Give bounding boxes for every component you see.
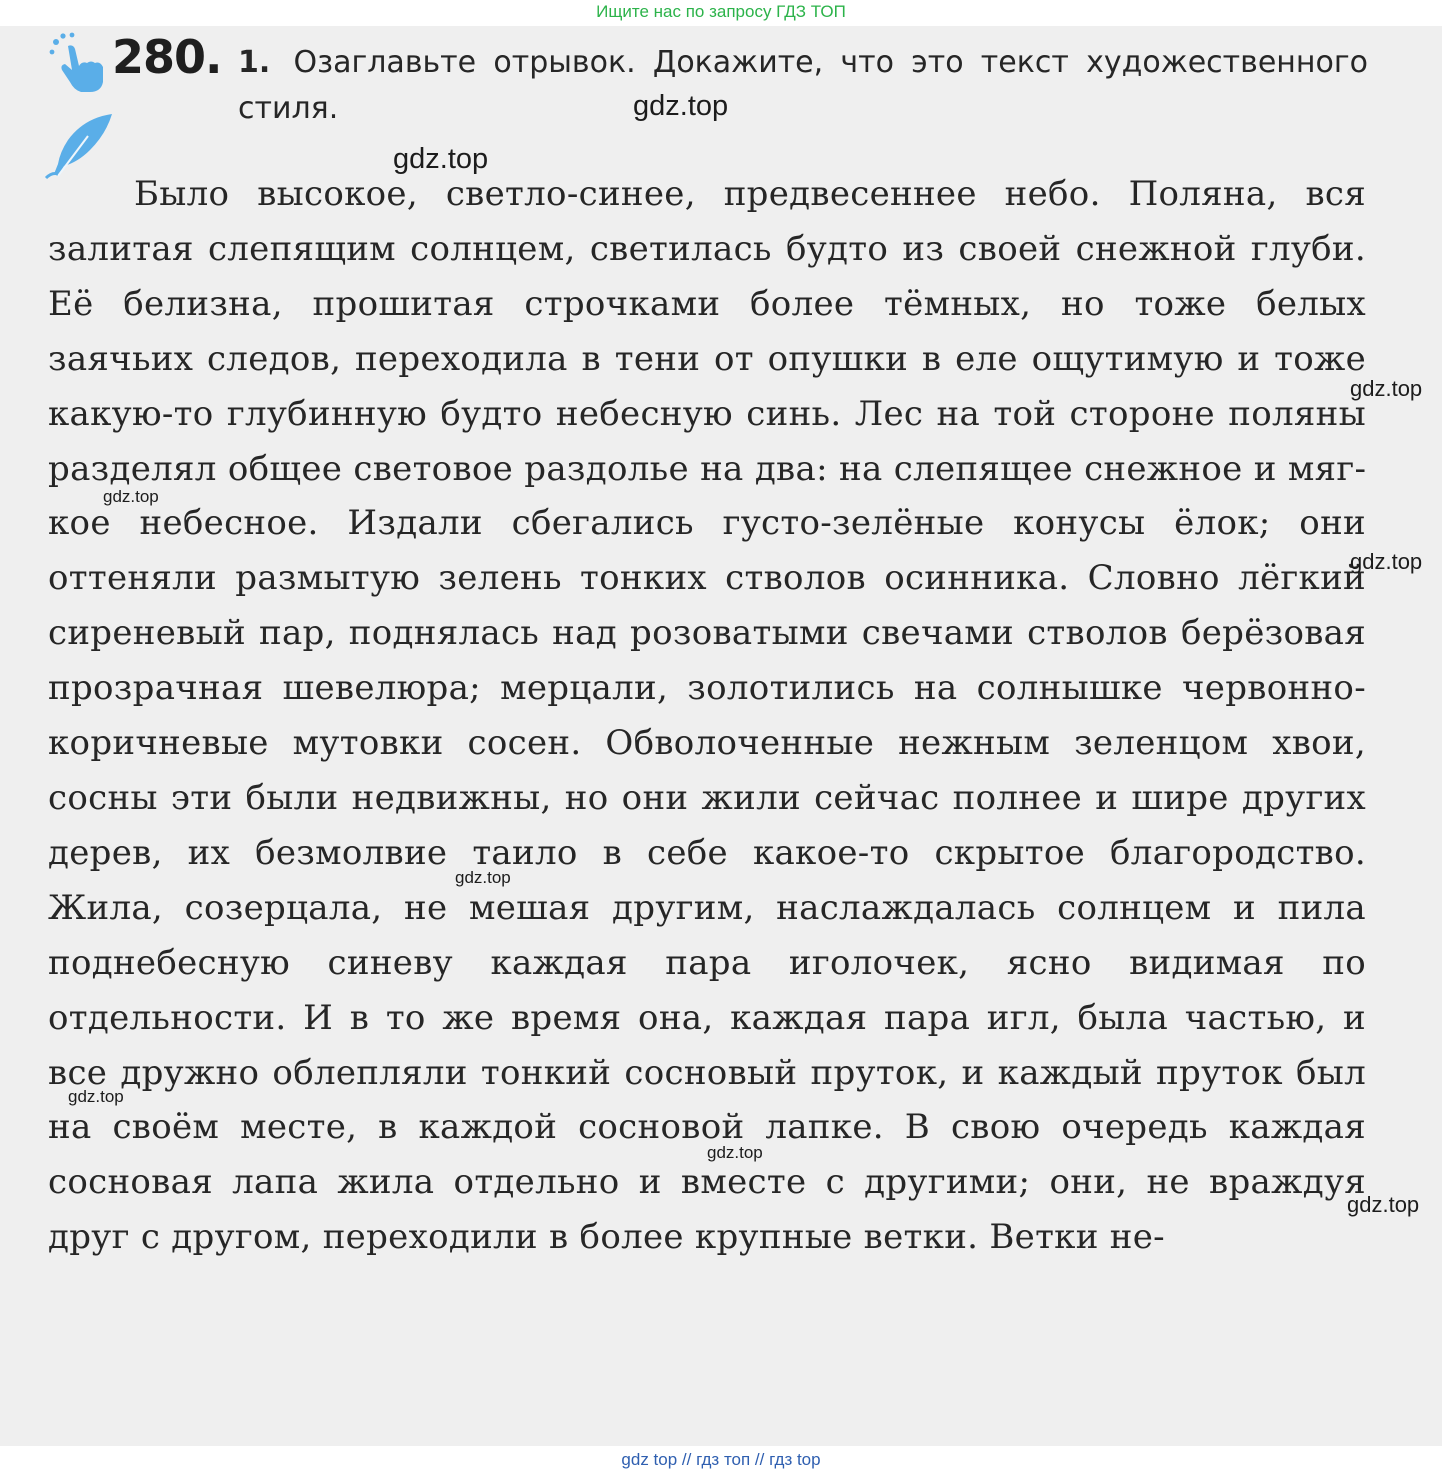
watermark: gdz.top <box>1350 376 1423 401</box>
exercise-number: 280. <box>112 30 222 84</box>
exercise-task <box>238 40 1368 132</box>
task-text: Озаглавьте отрывок. Докажите, что это текст художественного стиля. <box>238 45 1368 126</box>
site-banner[interactable]: Ищите нас по запросу ГДЗ ТОП <box>596 2 846 21</box>
watermark: gdz.top <box>455 868 511 887</box>
watermark: gdz.top <box>1347 1192 1420 1217</box>
watermark: gdz.top <box>1350 549 1423 574</box>
exercise-passage: Было высокое, светло-синее, предвесеннее небо. Поляна, вся залитая слепящим солнцем, светилась будто из своей снежной глуби. Её белизна, прошитая строчками более тёмных, но тоже белых заячьих следов, переходила в тени от опушки в еле ощутимую и тоже какую-то глубинную будто небесную синь. Лес на той стороне поляны разделял общее световое раздолье на два: на слепящее снежное и мягкое небесное. Издали сбегались густо-зелёные конусы ёлок; они оттеняли размытую зелень тонких стволов осинника. Словно лёгкий сиреневый пар, поднялась над розоватыми свечами стволов берёзовая прозрачная шевелюра; мерцали, золотились на солнышке червонно-коричневые мутовки сосен. Обволоченные нежным зеленцом хвои, сосны эти были недвижны, но они жили сейчас полнее и шире других дерев, их безмолвие таило в себе какое-то скрытое благородство. Жила, созерцала, не мешая другим, наслаждалась солнцем и пила поднебесную синеву каждая пара иголочек, ясно видимая по отдельности. И в то же время она, каждая пара игл, была частью, и все дружно облепляли тонкий сосновый пруток, и каждый пруток был на своём месте, в каждой сосновой лапке. В свою очередь каждая сосновая лапа жила отдельно и вместе с другими; они, не враждуя друг с другом, переходили в более крупные ветки. Ветки не- <box>48 174 1366 1258</box>
hand-pointer-icon <box>48 32 106 94</box>
site-footer-links[interactable]: gdz top // гдз топ // гдз top <box>621 1450 821 1469</box>
watermark: gdz.top <box>68 1087 124 1106</box>
watermark: gdz.top <box>393 143 489 175</box>
watermark: gdz.top <box>707 1143 763 1162</box>
task-number: 1. <box>238 45 271 80</box>
watermark: gdz.top <box>103 487 159 506</box>
watermark: gdz.top <box>633 90 729 122</box>
